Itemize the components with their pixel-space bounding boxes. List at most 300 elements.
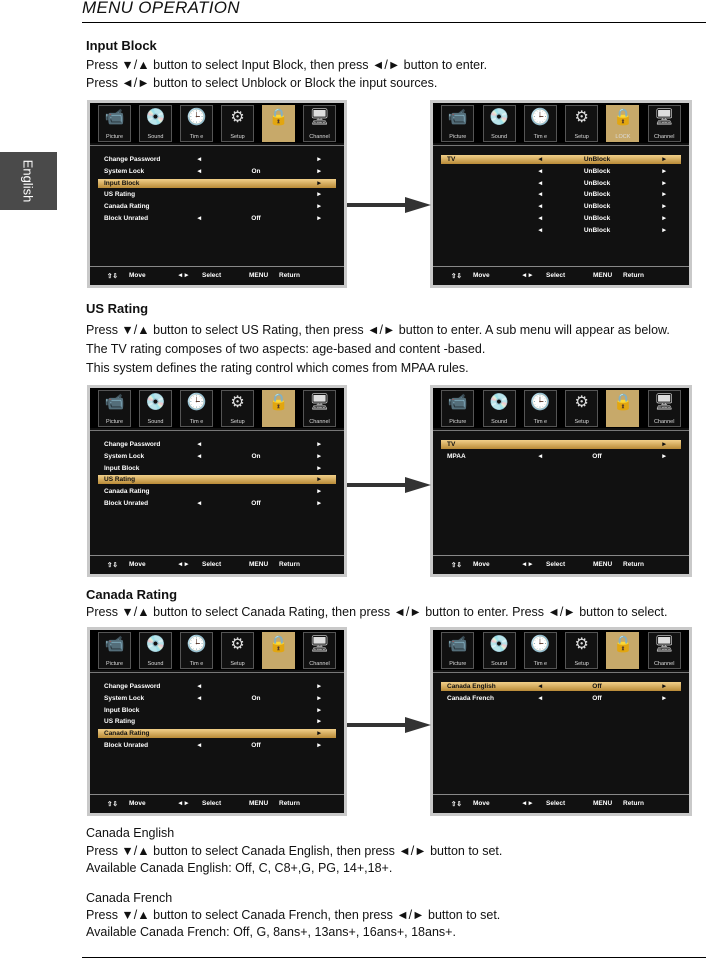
lock-menu-panel [87,627,347,816]
disc-icon: 💿 [489,636,510,653]
monitor-icon: 🖥 [309,109,330,126]
gear-icon: ⚙ [574,109,589,126]
tab-channel[interactable] [648,105,681,142]
menu-row-label: Canada English [447,683,496,690]
menu-row[interactable] [441,202,681,211]
left-arrow-icon[interactable]: ◄ [537,215,544,222]
instruction-line: Press ▼/▲ button to select Canada Rating, then press ◄/► button to enter. Press ◄/► button to select. [86,605,668,619]
tab-time[interactable] [524,390,557,427]
menu-row-label: System Lock [104,694,145,702]
tab-label: Picture [449,419,467,425]
menu-row[interactable] [441,694,681,703]
tab-sound[interactable] [139,390,172,427]
tab-label: Tim e [533,661,548,667]
menu-row-label: System Lock [104,167,145,175]
camcorder-icon: 📹 [447,394,468,411]
tab-sound[interactable] [483,390,516,427]
menu-divider [90,430,344,431]
menu-row[interactable] [98,717,336,726]
left-arrow-icon[interactable]: ◄ [537,452,544,460]
menu-row[interactable] [98,202,336,211]
tab-lock[interactable] [262,390,295,427]
menu-footer [90,266,344,285]
right-arrow-icon[interactable]: ► [316,464,323,472]
camcorder-icon: 📹 [104,394,125,411]
move-icon[interactable]: ⇧⇩ [451,562,462,569]
right-arrow-icon[interactable]: ► [661,203,668,211]
menu-row-label: Change Password [104,156,161,163]
left-arrow-icon[interactable]: ◄ [537,694,544,702]
tab-label: Sound [147,134,164,140]
monitor-icon: 🖥 [309,636,330,653]
menu-row-value: UnBlock [583,226,611,234]
move-icon[interactable]: ⇧⇩ [451,801,462,808]
menu-row-label: Canada Rating [104,203,150,211]
tab-setup[interactable] [221,105,254,142]
clock-icon: 🕒 [186,109,207,126]
lock-menu-panel [87,385,347,577]
pointer-arrow-icon [347,715,431,735]
tab-time[interactable] [524,105,557,142]
menu-row-value: UnBlock [583,156,611,163]
menu-row-value: Off [592,694,602,702]
tab-label: Setup [574,419,589,425]
menu-row[interactable] [441,452,681,461]
disc-icon: 💿 [489,394,510,411]
tab-channel[interactable] [648,632,681,669]
select-icon[interactable]: ◄► [521,800,534,807]
tab-label: Picture [449,661,467,667]
menu-row[interactable] [441,226,681,235]
language-tab-label: English [20,159,36,203]
menu-row-value: UnBlock [583,215,611,222]
camcorder-icon: 📹 [447,636,468,653]
menu-screen [433,630,689,813]
menu-row[interactable] [98,475,336,484]
right-arrow-icon[interactable]: ► [316,156,323,163]
menu-row[interactable] [98,694,336,703]
gear-icon: ⚙ [230,636,245,653]
left-arrow-icon[interactable]: ◄ [196,452,203,460]
tab-time[interactable] [524,632,557,669]
menu-footer [90,555,344,574]
menu-row[interactable] [98,729,336,738]
left-arrow-icon[interactable]: ◄ [537,191,544,199]
menu-row-value: UnBlock [583,191,611,199]
tab-setup[interactable] [565,105,598,142]
lock-icon: 🔒 [268,636,289,653]
right-arrow-icon[interactable]: ► [316,683,323,690]
menu-row-label: Input Block [104,179,140,187]
menu-row[interactable] [98,499,336,508]
right-arrow-icon[interactable]: ► [661,694,668,702]
left-arrow-icon[interactable]: ◄ [196,742,203,749]
right-arrow-icon[interactable]: ► [316,215,323,222]
menu-divider [90,672,344,673]
menu-row-value: Off [251,742,261,749]
tab-label: Tim e [189,134,204,140]
tab-label: Picture [105,661,124,667]
menu-row[interactable] [441,440,681,449]
note-line: Press ▼/▲ button to select Canada English, then press ◄/► button to set. [86,844,503,858]
menu-row-value: On [251,167,261,175]
menu-row[interactable] [441,214,681,223]
tab-time[interactable] [180,105,213,142]
menu-icon[interactable]: MENU [593,561,613,568]
menu-row-value: UnBlock [583,167,611,175]
tab-channel[interactable] [303,632,336,669]
tab-channel[interactable] [303,105,336,142]
menu-row-value: UnBlock [583,179,611,187]
right-arrow-icon[interactable]: ► [661,226,668,234]
gear-icon: ⚙ [574,394,589,411]
pointer-arrow-icon [347,195,431,215]
tab-label: Tim e [533,134,548,140]
menu-row[interactable] [98,214,336,223]
right-arrow-icon[interactable]: ► [316,694,323,702]
menu-row-label: Change Password [104,683,161,690]
tab-label: Sound [491,419,508,425]
camcorder-icon: 📹 [447,109,468,126]
tab-channel[interactable] [303,390,336,427]
footer-return-label: Return [279,561,300,568]
footer-move-label: Move [129,561,146,568]
right-arrow-icon[interactable]: ► [316,500,323,507]
menu-row-label: MPAA [447,452,466,460]
tab-label: Channel [653,134,675,140]
right-arrow-icon[interactable]: ► [661,156,668,163]
tab-label: Channel [309,134,330,140]
menu-row[interactable] [98,179,336,188]
tab-lock[interactable] [606,105,639,142]
menu-row-label: Block Unrated [104,500,149,507]
tab-sound[interactable] [483,105,516,142]
clock-icon: 🕒 [530,394,551,411]
menu-row[interactable] [441,167,681,176]
gear-icon: ⚙ [230,109,245,126]
menu-icon[interactable]: MENU [593,800,613,807]
tab-label: Tim e [189,661,204,667]
menu-row[interactable] [98,440,336,449]
menu-row-value: Off [251,500,261,507]
menu-row-label: TV [447,156,456,163]
right-arrow-icon[interactable]: ► [316,718,323,726]
right-arrow-icon[interactable]: ► [316,488,323,496]
footer-return-label: Return [623,800,644,807]
footer-return-label: Return [623,561,644,568]
menu-row-label: Input Block [104,706,140,714]
menu-divider [433,430,689,431]
menu-icon[interactable]: MENU [249,272,269,279]
right-arrow-icon[interactable]: ► [661,683,668,690]
section-heading-input-block: Input Block [86,38,157,53]
move-icon[interactable]: ⇧⇩ [107,562,118,569]
disc-icon: 💿 [145,636,166,653]
left-arrow-icon[interactable]: ◄ [537,226,544,234]
menu-screen [433,388,689,574]
menu-row-value: Off [592,683,602,690]
menu-row-label: TV [447,441,456,448]
menu-divider [90,145,344,146]
tab-label: Channel [309,419,330,425]
left-arrow-icon[interactable]: ◄ [196,441,203,448]
right-arrow-icon[interactable]: ► [316,167,323,175]
disc-icon: 💿 [145,394,166,411]
lock-icon: 🔒 [612,109,633,126]
footer-move-label: Move [473,800,490,807]
menu-tab-bar [433,630,689,670]
select-icon[interactable]: ◄► [177,561,190,568]
select-icon[interactable]: ◄► [521,561,534,568]
instruction-line: Press ▼/▲ button to select Input Block, then press ◄/► button to enter. [86,58,488,72]
menu-row[interactable] [98,706,336,715]
menu-row-label: Change Password [104,441,161,448]
tab-label: Setup [230,419,245,425]
menu-tab-bar [433,388,689,428]
menu-row-label: US Rating [104,718,136,726]
footer-rule [82,957,706,958]
right-arrow-icon[interactable]: ► [661,452,668,460]
menu-footer [433,555,689,574]
lock-icon: 🔒 [268,109,289,126]
menu-row[interactable] [98,464,336,473]
menu-row[interactable] [441,190,681,199]
tab-setup[interactable] [565,390,598,427]
right-arrow-icon[interactable]: ► [316,441,323,448]
menu-footer [433,266,689,285]
monitor-icon: 🖥 [654,636,675,653]
right-arrow-icon[interactable]: ► [661,179,668,187]
tab-label: Sound [491,134,508,140]
tab-time[interactable] [180,390,213,427]
lock-icon: 🔒 [612,636,633,653]
right-arrow-icon[interactable]: ► [316,452,323,460]
menu-row-label: US Rating [104,476,136,484]
right-arrow-icon[interactable]: ► [661,215,668,222]
menu-row-label: Canada Rating [104,730,150,738]
select-icon[interactable]: ◄► [521,272,534,279]
left-arrow-icon[interactable]: ◄ [537,167,544,175]
gear-icon: ⚙ [574,636,589,653]
tab-label: Setup [230,661,245,667]
tab-picture[interactable] [98,105,131,142]
disc-icon: 💿 [145,109,166,126]
right-arrow-icon[interactable]: ► [316,730,323,738]
us-rating-menu-panel [430,385,692,577]
tab-label: Tim e [189,419,204,425]
footer-select-label: Select [546,272,566,279]
right-arrow-icon[interactable]: ► [316,476,323,484]
tab-picture[interactable] [98,390,131,427]
menu-row-value: On [251,694,261,702]
select-icon[interactable]: ◄► [177,800,190,807]
footer-select-label: Select [202,561,222,568]
tab-picture[interactable] [441,105,474,142]
menu-screen [433,103,689,285]
section-heading-canada-rating: Canada Rating [86,587,178,602]
left-arrow-icon[interactable]: ◄ [196,500,203,507]
left-arrow-icon[interactable]: ◄ [537,179,544,187]
left-arrow-icon[interactable]: ◄ [196,156,203,163]
camcorder-icon: 📹 [104,636,125,653]
move-icon[interactable]: ⇧⇩ [107,273,118,280]
menu-row-label: US Rating [104,191,136,199]
footer-move-label: Move [129,272,146,279]
note-line: Available Canada French: Off, G, 8ans+, 13ans+, 16ans+, 18ans+. [86,925,456,939]
left-arrow-icon[interactable]: ◄ [196,683,203,690]
tab-label: Channel [653,661,675,667]
tab-lock[interactable] [606,390,639,427]
section-heading-us-rating: US Rating [86,301,149,316]
menu-row[interactable] [98,741,336,750]
tab-lock[interactable] [262,105,295,142]
tab-label: Picture [105,134,124,140]
menu-row[interactable] [98,155,336,164]
tab-time[interactable] [180,632,213,669]
footer-move-label: Move [473,561,490,568]
footer-select-label: Select [546,561,566,568]
lock-menu-panel [87,100,347,288]
tab-label: Sound [491,661,508,667]
clock-icon: 🕒 [530,636,551,653]
tab-lock[interactable] [606,632,639,669]
tab-label: Channel [309,661,330,667]
note-line: Available Canada English: Off, C, C8+,G, PG, 14+,18+. [86,861,393,875]
left-arrow-icon[interactable]: ◄ [196,694,203,702]
menu-row-value: UnBlock [583,203,611,211]
left-arrow-icon[interactable]: ◄ [537,203,544,211]
clock-icon: 🕒 [186,636,207,653]
tab-lock[interactable] [262,632,295,669]
menu-footer [433,794,689,813]
right-arrow-icon[interactable]: ► [661,167,668,175]
left-arrow-icon[interactable]: ◄ [196,167,203,175]
right-arrow-icon[interactable]: ► [661,441,668,448]
pointer-arrow-icon [347,475,431,495]
monitor-icon: 🖥 [654,394,675,411]
left-arrow-icon[interactable]: ◄ [196,215,203,222]
input-block-menu-panel [430,100,692,288]
move-icon[interactable]: ⇧⇩ [451,273,462,280]
move-icon[interactable]: ⇧⇩ [107,801,118,808]
menu-row-label: Block Unrated [104,215,149,222]
menu-tab-bar [90,630,344,670]
left-arrow-icon[interactable]: ◄ [537,683,544,690]
tab-setup[interactable] [221,632,254,669]
lock-icon: 🔒 [612,394,633,411]
menu-row[interactable] [441,179,681,188]
footer-move-label: Move [129,800,146,807]
header-rule [82,22,706,23]
monitor-icon: 🖥 [309,394,330,411]
tab-label: Sound [147,661,164,667]
tab-label: Setup [574,661,589,667]
footer-return-label: Return [623,272,644,279]
tab-setup[interactable] [565,632,598,669]
instruction-line: The TV rating composes of two aspects: age-based and content -based. [86,342,486,356]
page-header: MENU OPERATION [82,0,240,17]
menu-row[interactable] [441,155,681,164]
menu-row-label: Block Unrated [104,742,149,749]
tab-sound[interactable] [483,632,516,669]
menu-row[interactable] [98,167,336,176]
menu-row[interactable] [98,487,336,496]
tab-label: Sound [147,419,164,425]
menu-row[interactable] [98,190,336,199]
clock-icon: 🕒 [530,109,551,126]
menu-row-label: Input Block [104,464,140,472]
instruction-line: Press ◄/► button to select Unblock or Block the input sources. [86,76,438,90]
menu-icon[interactable]: MENU [593,272,613,279]
tab-picture[interactable] [441,390,474,427]
menu-icon[interactable]: MENU [249,561,269,568]
tab-label: Setup [230,134,245,140]
right-arrow-icon[interactable]: ► [661,191,668,199]
footer-select-label: Select [546,800,566,807]
menu-row-label: Canada French [447,694,494,702]
note-title-canada-english: Canada English [86,826,175,840]
menu-tab-bar [433,103,689,143]
tab-picture[interactable] [441,632,474,669]
right-arrow-icon[interactable]: ► [316,203,323,211]
menu-row[interactable] [98,682,336,691]
menu-screen [90,630,344,813]
lock-icon: 🔒 [268,394,289,411]
note-line: Press ▼/▲ button to select Canada French, then press ◄/► button to set. [86,908,501,922]
menu-footer [90,794,344,813]
menu-row[interactable] [441,682,681,691]
left-arrow-icon[interactable]: ◄ [537,156,544,163]
footer-return-label: Return [279,272,300,279]
tab-channel[interactable] [648,390,681,427]
footer-select-label: Select [202,800,222,807]
instruction-line: This system defines the rating control which comes from MPAA rules. [86,361,469,375]
tab-label: Setup [574,134,589,140]
language-tab [0,152,57,210]
monitor-icon: 🖥 [654,109,675,126]
clock-icon: 🕒 [186,394,207,411]
menu-icon[interactable]: MENU [249,800,269,807]
menu-row-value: Off [592,452,602,460]
footer-select-label: Select [202,272,222,279]
tab-sound[interactable] [139,105,172,142]
camcorder-icon: 📹 [104,109,125,126]
menu-row-value: On [251,452,261,460]
menu-divider [433,672,689,673]
tab-label: LOCK [615,134,631,140]
menu-tab-bar [90,388,344,428]
select-icon[interactable]: ◄► [177,272,190,279]
right-arrow-icon[interactable]: ► [316,742,323,749]
right-arrow-icon[interactable]: ► [316,179,323,187]
menu-row-value: Off [251,215,261,222]
tab-label: Picture [105,419,124,425]
right-arrow-icon[interactable]: ► [316,706,323,714]
tab-label: Tim e [533,419,548,425]
tab-setup[interactable] [221,390,254,427]
menu-row[interactable] [98,452,336,461]
tab-label: Channel [653,419,675,425]
right-arrow-icon[interactable]: ► [316,191,323,199]
menu-tab-bar [90,103,344,143]
footer-return-label: Return [279,800,300,807]
canada-rating-menu-panel [430,627,692,816]
menu-screen [90,388,344,574]
menu-divider [433,145,689,146]
tab-picture[interactable] [98,632,131,669]
tab-sound[interactable] [139,632,172,669]
menu-row-label: Canada Rating [104,488,150,496]
